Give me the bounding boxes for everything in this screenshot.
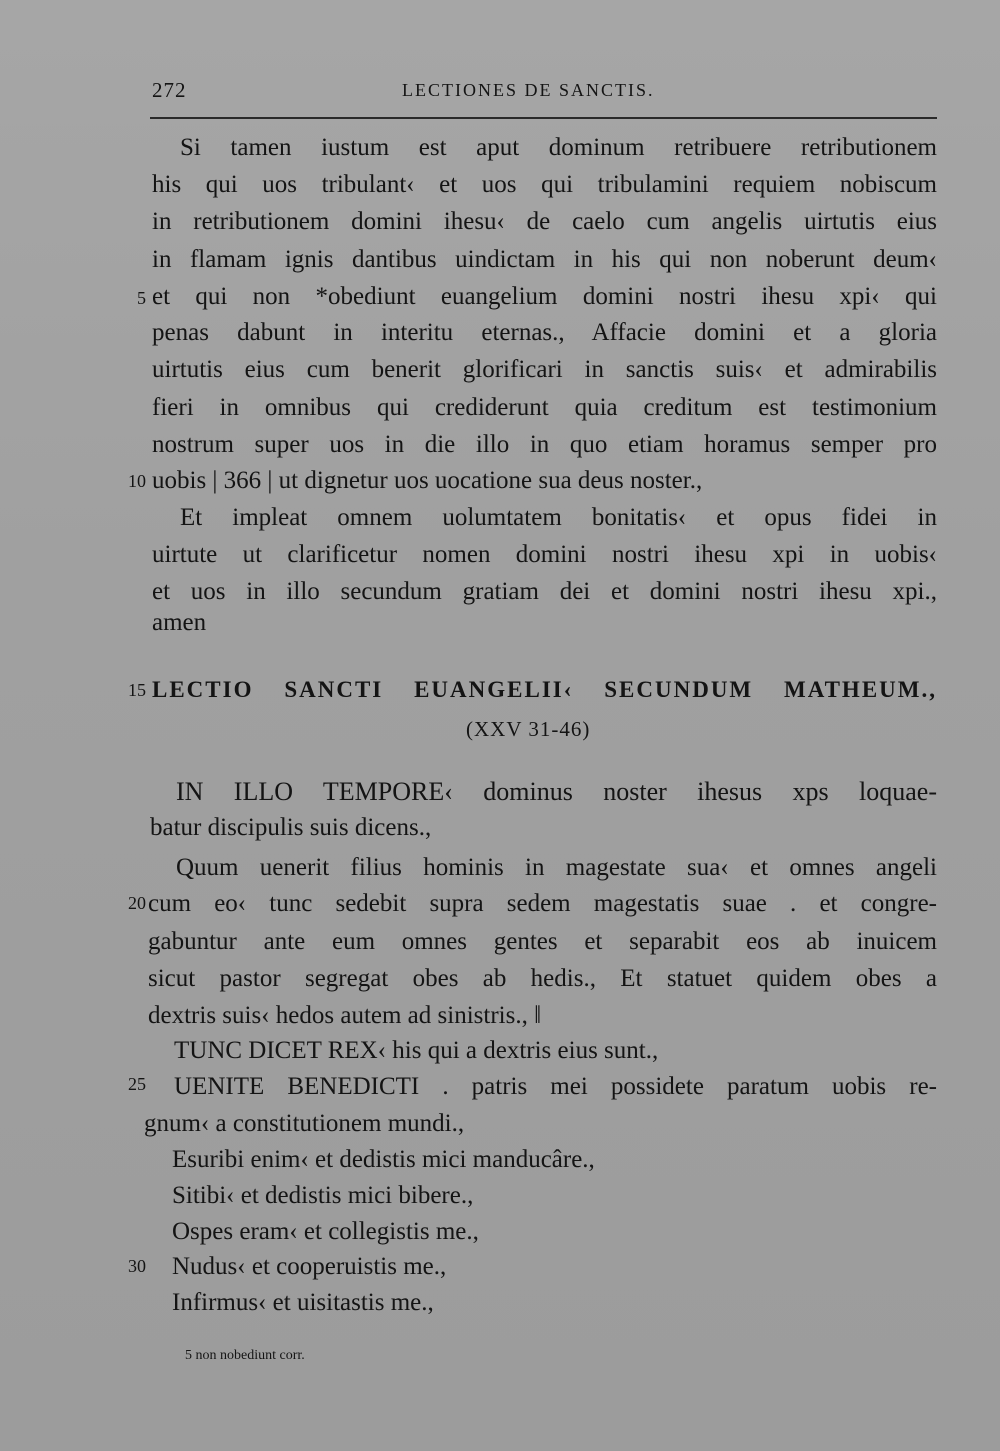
line-number: 10 xyxy=(128,471,146,491)
text-line: uobis | 366 | ut dignetur uos uocatione sua deus noster., xyxy=(152,467,703,494)
text-line: uirtutis eius cum benerit glorificari in sanctis suis‹ et admirabilis xyxy=(152,356,937,383)
section-heading: LECTIO SANCTI EUANGELII‹ SECUNDUM MATHEUM., xyxy=(152,677,937,702)
text-line: Nudus‹ et cooperuistis me., xyxy=(172,1253,447,1280)
text-line: gnum‹ a constitutionem mundi., xyxy=(144,1110,465,1137)
text-line: in flamam ignis dantibus uindictam in his qui non noberunt deum‹ xyxy=(152,246,937,273)
text-line: fieri in omnibus qui crediderunt quia creditum est testimonium xyxy=(152,394,937,421)
text-line: et uos in illo secundum gratiam dei et domini nostri ihesu xpi., xyxy=(152,578,937,605)
running-head xyxy=(152,76,937,106)
text-line: batur discipulis suis dicens., xyxy=(150,814,432,841)
text-line: Esuribi enim‹ et dedistis mici manducâre., xyxy=(172,1146,595,1173)
text-line: sicut pastor segregat obes ab hedis., Et statuet quidem obes a xyxy=(148,965,937,992)
text-line: gabuntur ante eum omnes gentes et separabit eos ab inuicem xyxy=(148,928,937,955)
text-line: UENITE BENEDICTI . patris mei possidete paratum uobis re- xyxy=(174,1073,937,1100)
text-line: amen xyxy=(152,609,207,636)
text-line: et qui non *obediunt euangelium domini nostri ihesu xpi‹ qui xyxy=(152,283,937,310)
line-number: 30 xyxy=(128,1256,146,1276)
text-line: Si tamen iustum est aput dominum retribuere retributionem xyxy=(180,134,937,161)
text-line: penas dabunt in interitu eternas., Affacie domini et a gloria xyxy=(152,319,937,346)
footnote: 5 non nobediunt corr. xyxy=(185,1348,305,1363)
text-line: Et impleat omnem uolumtatem bonitatis‹ et opus fidei in xyxy=(180,504,937,531)
scripture-reference: (XXV 31-46) xyxy=(466,717,591,741)
text-line: nostrum super uos in die illo in quo etiam horamus semper pro xyxy=(152,431,937,458)
page-number: 272 xyxy=(152,78,187,102)
line-number: 5 xyxy=(137,288,146,308)
text-line: cum eo‹ tunc sedebit supra sedem magestatis suae . et congre- xyxy=(148,890,937,917)
text-line: in retributionem domini ihesu‹ de caelo cum angelis uirtutis eius xyxy=(152,208,937,235)
text-line: his qui uos tribulant‹ et uos qui tribulamini requiem nobiscum xyxy=(152,171,937,198)
text-line: Sitibi‹ et dedistis mici bibere., xyxy=(172,1182,474,1209)
text-line: TUNC DICET REX‹ his qui a dextris eius sunt., xyxy=(174,1037,659,1064)
text-line: IN ILLO TEMPORE‹ dominus noster ihesus xps loquae- xyxy=(176,777,937,806)
text-line: Ospes eram‹ et collegistis me., xyxy=(172,1218,479,1245)
header-rule xyxy=(150,117,937,119)
line-number: 20 xyxy=(128,893,146,913)
text-line: dextris suis‹ hedos autem ad sinistris., ‖ xyxy=(148,1002,542,1029)
text-line: uirtute ut clarificetur nomen domini nostri ihesu xpi in uobis‹ xyxy=(152,541,937,568)
text-line: Infirmus‹ et uisitastis me., xyxy=(172,1289,434,1316)
line-number: 25 xyxy=(128,1074,146,1094)
line-number: 15 xyxy=(128,680,146,700)
text-line: Quum uenerit filius hominis in magestate sua‹ et omnes angeli xyxy=(176,854,937,881)
running-title: LECTIONES DE SANCTIS. xyxy=(402,80,655,100)
